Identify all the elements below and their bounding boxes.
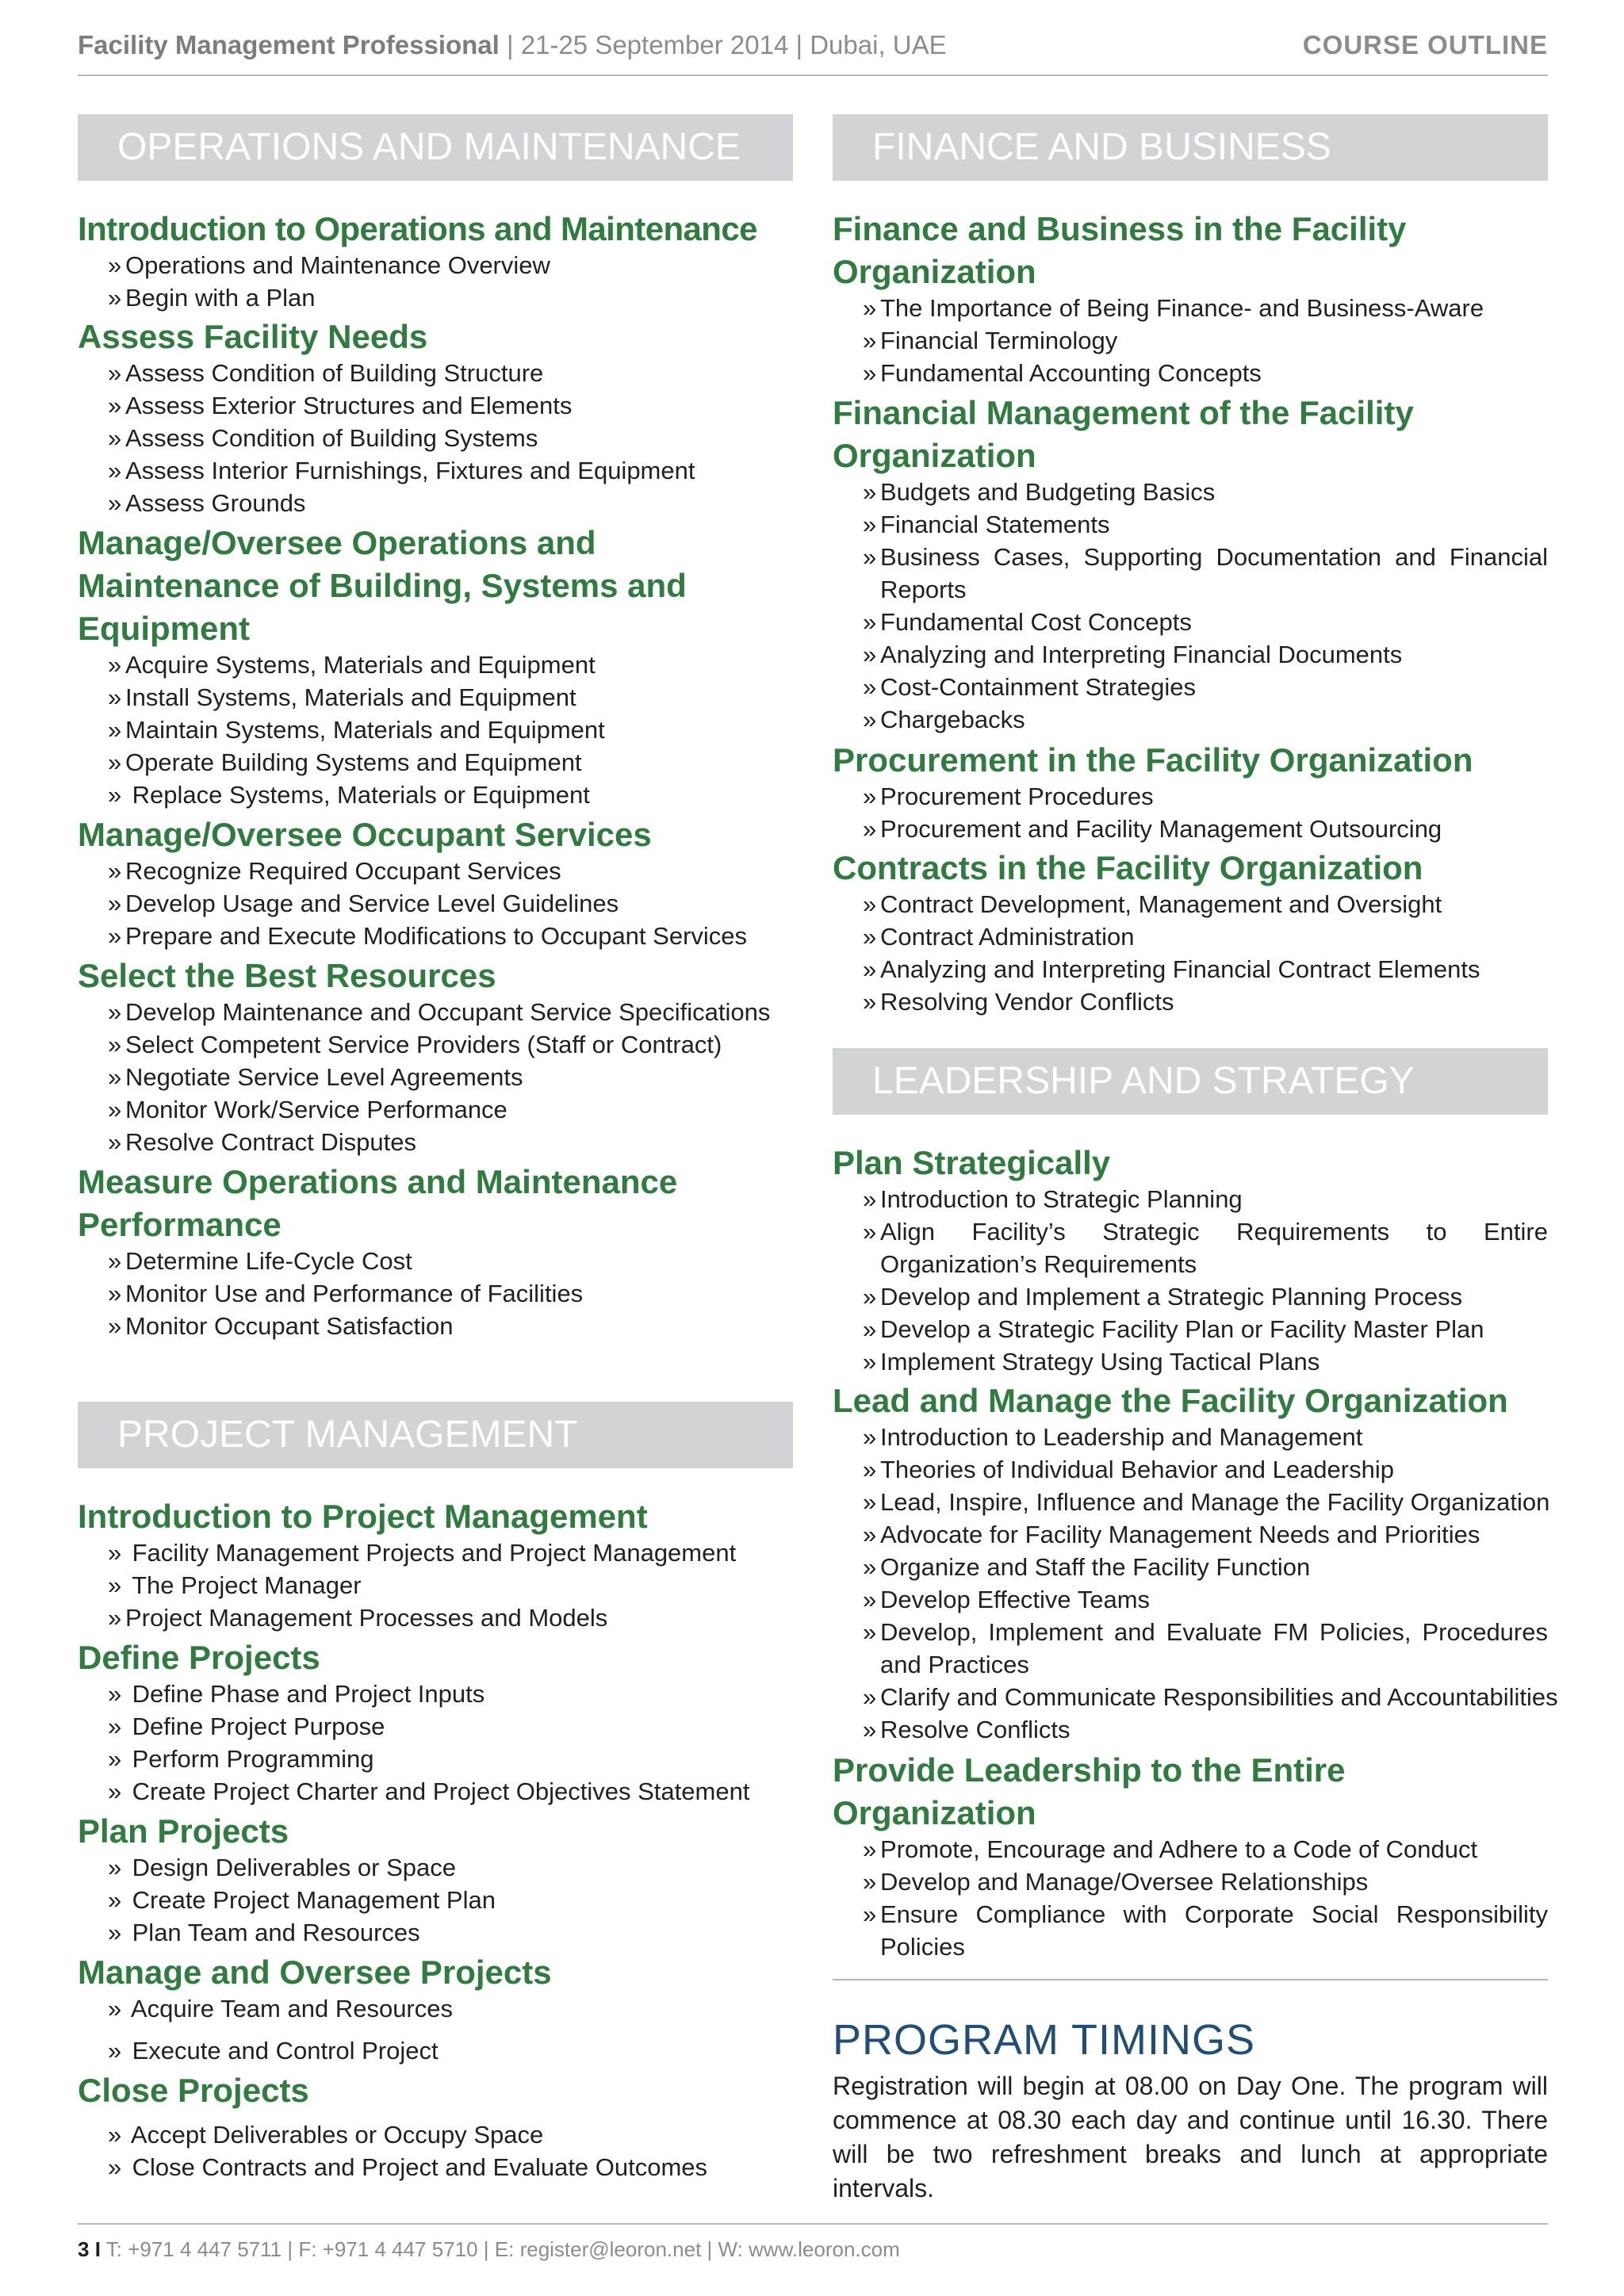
footer-rule [78, 2223, 1548, 2225]
list-item: » Perform Programming [108, 1745, 374, 1773]
header-left [78, 30, 947, 60]
list-item: » Select Competent Service Providers (Staff or Contract) [108, 1031, 722, 1058]
list-item: » Create Project Charter and Project Objectives Statement [108, 1777, 750, 1805]
page-header [78, 30, 1548, 78]
topic-heading: Procurement in the Facility Organization [833, 741, 1473, 779]
list-item: » Introduction to Leadership and Management [863, 1423, 1363, 1451]
list-item: » Develop Maintenance and Occupant Service Specifications [108, 998, 771, 1026]
list-item: » Financial Terminology [863, 327, 1118, 354]
list-item: » Analyzing and Interpreting Financial Documents [863, 641, 1403, 668]
topic-heading: Finance and Business in the Facility Organization [833, 210, 1407, 290]
topic-heading: Close Projects [78, 2072, 309, 2109]
topic-heading: Contracts in the Facility Organization [833, 849, 1423, 886]
list-item: » Execute and Control Project [108, 2037, 439, 2064]
topic-heading: Plan Projects [78, 1812, 289, 1850]
page-footer [78, 2237, 900, 2262]
list-item: » Define Phase and Project Inputs [108, 1680, 485, 1708]
list-item: » Assess Exterior Structures and Elements [108, 392, 573, 419]
list-item: » Analyzing and Interpreting Financial Contract Elements [863, 955, 1480, 983]
list-item: » Determine Life-Cycle Cost [108, 1247, 412, 1275]
list-item: » Introduction to Strategic Planning [863, 1185, 1243, 1213]
list-item: » Clarify and Communicate Responsibilities and Accountabilities [863, 1683, 1558, 1711]
topic-heading: Assess Facility Needs [78, 318, 428, 355]
list-item: » Fundamental Accounting Concepts [863, 359, 1262, 387]
list-item: » Operations and Maintenance Overview [108, 249, 550, 281]
program-timings-title: PROGRAM TIMINGS [833, 2016, 1256, 2064]
list-item: » Align Facility’s Strategic Requirements to Entire Organization’s Requirements [863, 1218, 1548, 1278]
list-item: » Design Deliverables or Space [108, 1854, 456, 1881]
list-item: » Lead, Inspire, Influence and Manage the Facility Organization [863, 1488, 1550, 1516]
list-item: » The Importance of Being Finance- and Business-Aware [863, 294, 1484, 322]
list-item: » Procurement Procedures [863, 783, 1154, 810]
list-item: » Resolving Vendor Conflicts [863, 988, 1174, 1016]
list-item: » Resolve Contract Disputes [108, 1128, 416, 1156]
list-item: » Acquire Team and Resources [108, 1995, 453, 2022]
topic-heading: Provide Leadership to the Entire Organization [833, 1751, 1346, 1831]
topic-heading: Define Projects [78, 1639, 320, 1676]
list-item: » Implement Strategy Using Tactical Plans [863, 1348, 1320, 1376]
list-item: » Accept Deliverables or Occupy Space [108, 2121, 544, 2149]
list-item: » Organize and Staff the Facility Function [863, 1553, 1311, 1581]
section-label: COURSE OUTLINE [1302, 30, 1548, 59]
list-item: » Acquire Systems, Materials and Equipment [108, 651, 596, 679]
topic-heading: Manage/Oversee Operations and Maintenance of Building, Systems and Equipment [78, 524, 687, 647]
topic-heading: Introduction to Project Management [78, 1498, 648, 1535]
list-item: » Close Contracts and Project and Evaluate Outcomes [108, 2153, 708, 2181]
list-item: » Begin with a Plan [108, 284, 316, 312]
list-item: » Develop, Implement and Evaluate FM Policies, Procedures and Practices [863, 1618, 1548, 1678]
list-item: » The Project Manager [108, 1571, 362, 1599]
band-operations: OPERATIONS AND MAINTENANCE [78, 114, 793, 181]
topic-heading: Lead and Manage the Facility Organization [833, 1382, 1508, 1419]
list-item: » Install Systems, Materials and Equipment [108, 683, 576, 711]
list-item: » Recognize Required Occupant Services [108, 857, 561, 885]
list-item: » Contract Development, Management and Oversight [863, 890, 1442, 918]
list-item: » Monitor Work/Service Performance [108, 1096, 508, 1123]
topic-heading: Introduction to Operations and Maintenance [78, 210, 757, 247]
topic-heading: Measure Operations and Maintenance Performance [78, 1163, 678, 1243]
list-item: » Develop and Implement a Strategic Planning Process [863, 1283, 1463, 1311]
list-item: » Facility Management Projects and Project Management [108, 1539, 737, 1567]
band-project-management: PROJECT MANAGEMENT [78, 1402, 793, 1468]
course-meta: | 21-25 September 2014 | Dubai, UAE [507, 30, 947, 59]
band-leadership: LEADERSHIP AND STRATEGY [833, 1048, 1548, 1115]
list-item: » Theories of Individual Behavior and Leadership [863, 1456, 1394, 1483]
list-item: » Develop a Strategic Facility Plan or Facility Master Plan [863, 1315, 1484, 1343]
list-item: » Assess Grounds [108, 489, 306, 517]
list-item: » Advocate for Facility Management Needs and Priorities [863, 1521, 1480, 1548]
list-item: » Monitor Use and Performance of Facilities [108, 1280, 584, 1307]
list-item: » Develop Usage and Service Level Guidelines [108, 890, 619, 917]
program-timings-body: Registration will begin at 08.00 on Day One. The program will commence at 08.30 each day and continue until 16.30. There will be two refreshment breaks and lunch at appropriate intervals. [833, 2072, 1548, 2202]
list-item: » Prepare and Execute Modifications to Occupant Services [108, 922, 748, 950]
band-finance: FINANCE AND BUSINESS [833, 114, 1548, 181]
list-item: » Procurement and Facility Management Outsourcing [863, 815, 1442, 843]
list-item: » Create Project Management Plan [108, 1886, 496, 1914]
topic-heading: Financial Management of the Facility Organization [833, 394, 1414, 474]
list-item: » Ensure Compliance with Corporate Social Responsibility Policies [863, 1900, 1548, 1961]
list-item: » Chargebacks [863, 706, 1025, 733]
topic-heading: Manage and Oversee Projects [78, 1954, 552, 1991]
list-item: » Promote, Encourage and Adhere to a Code of Conduct [863, 1835, 1478, 1863]
list-item: » Financial Statements [863, 511, 1110, 538]
list-item: » Budgets and Budgeting Basics [863, 478, 1216, 506]
list-item: » Assess Condition of Building Systems [108, 424, 538, 452]
list-item: » Develop and Manage/Oversee Relationships [863, 1868, 1369, 1896]
list-item: » Resolve Conflicts [863, 1716, 1071, 1743]
list-item: » Fundamental Cost Concepts [863, 608, 1192, 636]
section-divider [833, 1979, 1548, 1980]
list-item: » Assess Condition of Building Structure [108, 359, 544, 387]
list-item: » Maintain Systems, Materials and Equipment [108, 716, 605, 744]
topic-heading: Plan Strategically [833, 1144, 1111, 1181]
header-rule [78, 75, 1548, 76]
course-title: Facility Management Professional [78, 30, 500, 59]
topic-heading: Manage/Oversee Occupant Services [78, 816, 652, 853]
page-number: 3 [78, 2237, 90, 2261]
list-item: » Negotiate Service Level Agreements [108, 1063, 523, 1091]
list-item: » Monitor Occupant Satisfaction [108, 1312, 454, 1340]
list-item: » Plan Team and Resources [108, 1919, 420, 1946]
list-item: » Assess Interior Furnishings, Fixtures and Equipment [108, 457, 695, 484]
list-item: » Operate Building Systems and Equipment [108, 748, 582, 776]
list-item: » Contract Administration [863, 923, 1135, 951]
list-item: » Develop Effective Teams [863, 1586, 1151, 1613]
list-item: » Replace Systems, Materials or Equipment [108, 781, 590, 809]
list-item: » Define Project Purpose [108, 1712, 385, 1740]
footer-separator: I [94, 2237, 101, 2261]
list-item: » Business Cases, Supporting Documentation and Financial Reports [863, 543, 1548, 603]
list-item: » Cost-Containment Strategies [863, 673, 1197, 701]
list-item: » Project Management Processes and Models [108, 1604, 608, 1632]
topic-heading: Select the Best Resources [78, 957, 496, 994]
bullet-glyph: » [108, 251, 122, 279]
contact-info: T: +971 4 447 5711 | F: +971 4 447 5710 | E: register@leoron.net | W: www.leoron.com [105, 2237, 900, 2261]
